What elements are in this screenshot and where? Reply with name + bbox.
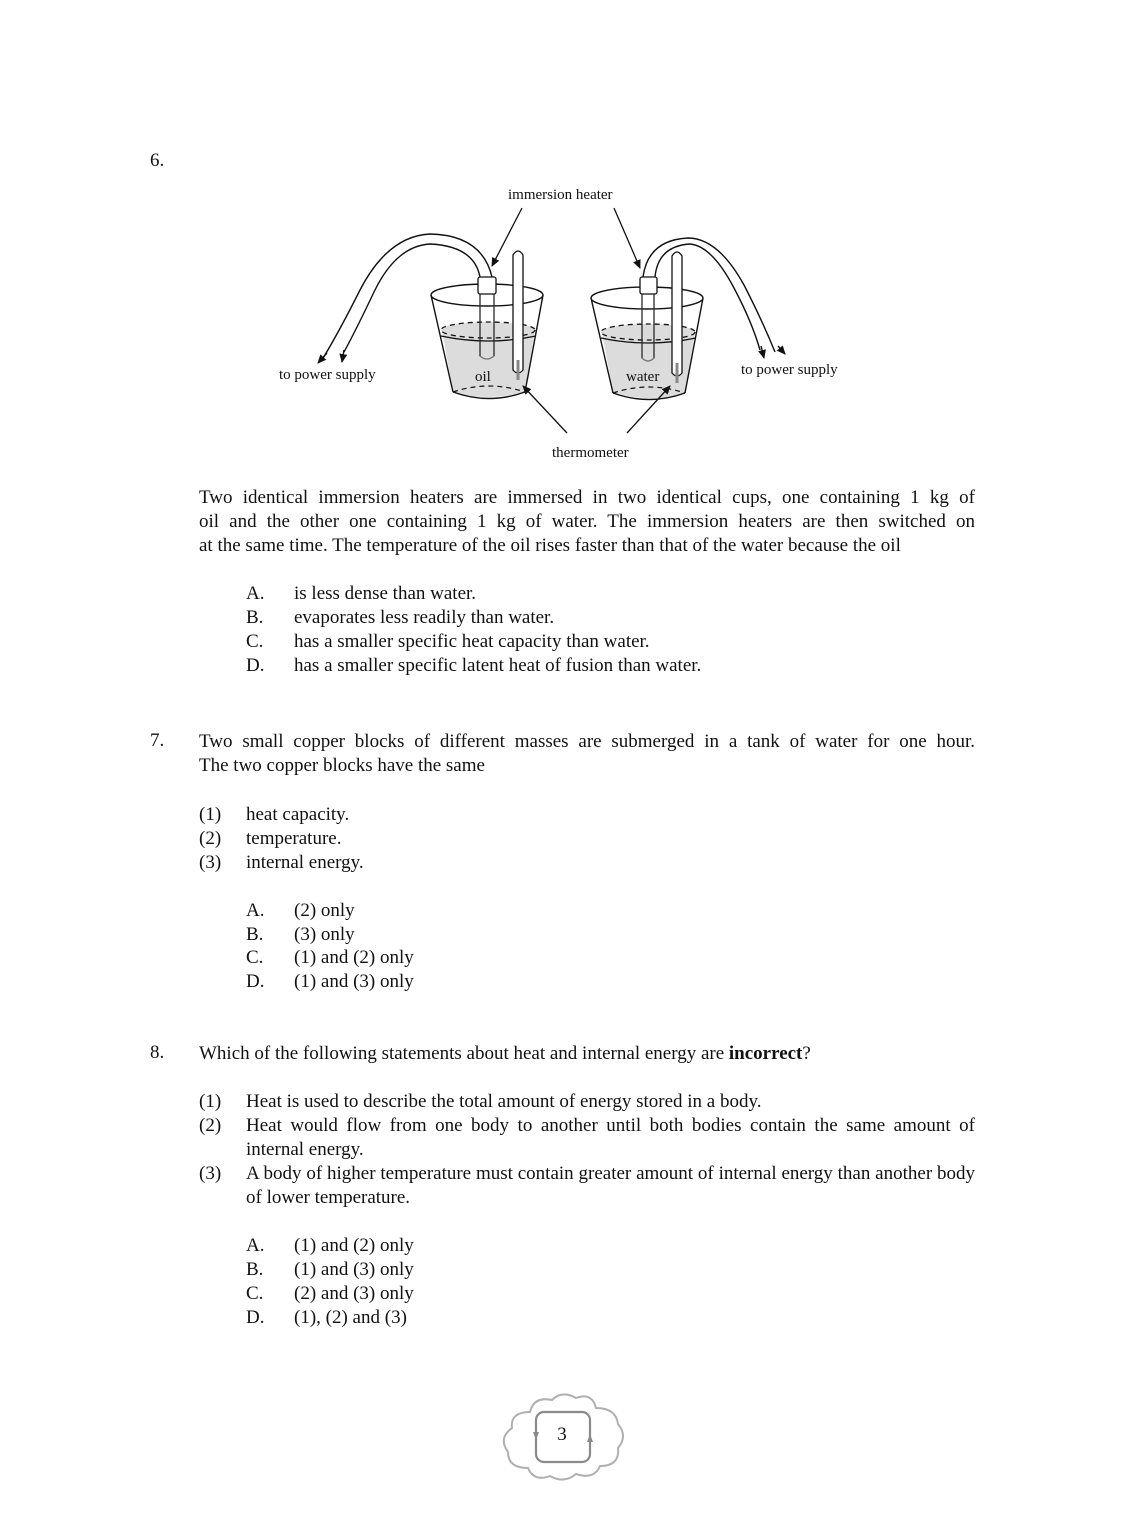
statement-number: (3) [199, 852, 222, 873]
stem-line: Two identical immersion heaters are immersed in two identical cups, one containing 1 kg of [199, 487, 975, 508]
option-letter: C. [246, 631, 264, 652]
option-letter: A. [246, 583, 265, 604]
option-text: (2) and (3) only [294, 1283, 414, 1304]
option-text: (1) and (2) only [294, 947, 414, 968]
statement-text: heat capacity. [246, 804, 350, 825]
option-text: (1) and (2) only [294, 1235, 414, 1256]
option-letter: C. [246, 1283, 264, 1304]
option-letter: A. [246, 900, 265, 921]
stem-text: Which of the following statements about heat and internal energy are [199, 1043, 729, 1064]
statement-number: (1) [199, 1091, 222, 1112]
statement-number: (1) [199, 804, 222, 825]
stem-line: The two copper blocks have the same [199, 755, 485, 776]
option-text: (1) and (3) only [294, 971, 414, 992]
option-letter: B. [246, 1259, 264, 1280]
option-letter: C. [246, 947, 264, 968]
option-text: is less dense than water. [294, 583, 477, 604]
question-stem [199, 730, 975, 778]
option-text: has a smaller specific heat capacity than water. [294, 631, 650, 652]
statement-number: (2) [199, 1115, 222, 1136]
oil-label: oil [475, 369, 491, 385]
stem-line: oil and the other one containing 1 kg of water. The immersion heaters are then switched on [199, 511, 975, 532]
option-letter: D. [246, 971, 265, 992]
question-stem [199, 486, 975, 558]
stem-line: at the same time. The temperature of the oil rises faster than that of the water because the oil [199, 535, 901, 556]
statement-text: temperature. [246, 828, 342, 849]
option-letter: B. [246, 924, 264, 945]
heater-diagram [270, 180, 870, 470]
power-supply-right-label: to power supply [741, 362, 838, 378]
question-number: 8. [150, 1042, 165, 1063]
option-text: (1), (2) and (3) [294, 1307, 407, 1328]
option-letter: A. [246, 1235, 265, 1256]
statement-number: (3) [199, 1163, 222, 1184]
option-text: has a smaller specific latent heat of fusion than water. [294, 655, 702, 676]
power-supply-left-label: to power supply [279, 367, 376, 383]
option-letter: D. [246, 655, 265, 676]
statement-text: Heat is used to describe the total amount of energy stored in a body. [246, 1091, 762, 1112]
statement-text: A body of higher temperature must contain greater amount of internal energy than another body of lower temperature. [246, 1163, 975, 1208]
option-letter: B. [246, 607, 264, 628]
water-label: water [626, 369, 660, 385]
option-letter: D. [246, 1307, 265, 1328]
page-number-badge [500, 1390, 626, 1482]
statement-text: Heat would flow from one body to another until both bodies contain the same amount of internal energy. [246, 1115, 975, 1160]
option-text: evaporates less readily than water. [294, 607, 555, 628]
question-number: 7. [150, 730, 165, 751]
statement-text: internal energy. [246, 852, 364, 873]
question-stem [199, 1042, 811, 1066]
heater-diagram-svg [270, 180, 870, 470]
statement-number: (2) [199, 828, 222, 849]
thermometer-label: thermometer [552, 445, 629, 461]
stem-emphasis: incorrect [728, 1043, 803, 1064]
stem-line: Two small copper blocks of different masses are submerged in a tank of water for one hour. [199, 731, 975, 752]
page-number: 3 [557, 1424, 567, 1445]
immersion-heater-label: immersion heater [508, 187, 613, 203]
option-text: (3) only [294, 924, 355, 945]
stem-end: ? [802, 1043, 811, 1064]
question-number: 6. [150, 150, 165, 171]
option-text: (2) only [294, 900, 355, 921]
option-text: (1) and (3) only [294, 1259, 414, 1280]
